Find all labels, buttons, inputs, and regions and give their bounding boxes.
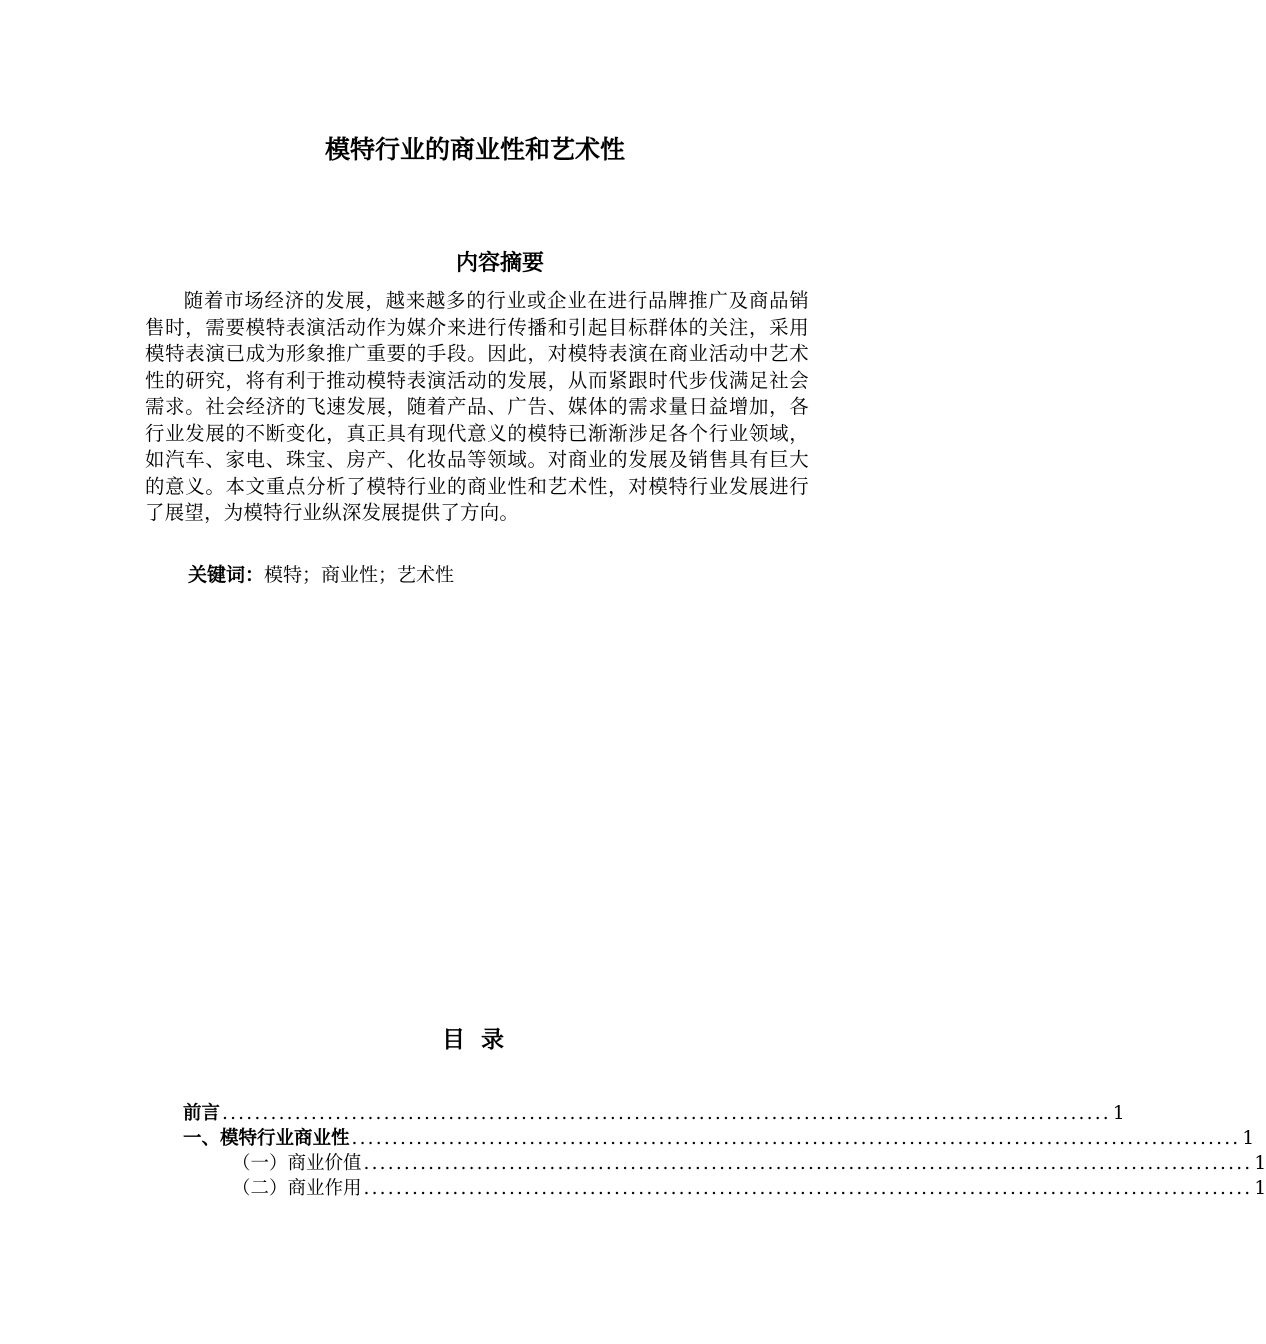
toc-entry-page: 1	[1254, 1153, 1266, 1174]
toc-entry-page: 1	[1254, 1178, 1266, 1199]
toc-entry-label: 一、模特行业商业性	[183, 1128, 350, 1149]
toc-leader-dots: ..............................................................................................................	[351, 1128, 1241, 1149]
toc-leader-dots: ..............................................................................................................	[363, 1178, 1253, 1199]
toc-leader-dots: ..............................................................................................................	[363, 1153, 1253, 1174]
document-title: 模特行业的商业性和艺术性	[324, 135, 625, 164]
keywords-label: 关键词：	[188, 564, 265, 586]
keywords-line	[188, 562, 454, 588]
toc-entry-chapter-1[interactable]	[183, 1126, 1255, 1151]
toc-heading: 目 录	[441, 1027, 508, 1053]
toc-leader-dots: ..............................................................................................................	[222, 1103, 1111, 1124]
toc-entry-label: （一）商业价值	[232, 1153, 362, 1174]
abstract-body: 随着市场经济的发展，越来越多的行业或企业在进行品牌推广及商品销售时，需要模特表演活动作为媒介来进行传播和引起目标群体的关注，采用模特表演已成为形象推广重要的手段。因此，对模特表演在商业活动中艺术性的研究，将有利于推动模特表演活动的发展，从而紧跟时代步伐满足社会需求。社会经济的飞速发展，随着产品、广告、媒体的需求量日益增加，各行业发展的不断变化，真正具有现代意义的模特已渐渐涉足各个行业领域，如汽车、家电、珠宝、房产、化妆品等领域。对商业的发展及销售具有巨大的意义。本文重点分析了模特行业的商业性和艺术性，对模特行业发展进行了展望，为模特行业纵深发展提供了方向。	[145, 289, 809, 524]
toc-entry-page: 1	[1242, 1128, 1255, 1149]
table-of-contents	[183, 1101, 1266, 1201]
abstract-heading: 内容摘要	[455, 251, 544, 276]
toc-entry-section-1-2[interactable]	[183, 1176, 1266, 1201]
toc-entry-page: 1	[1112, 1103, 1125, 1124]
toc-entry-label: 前言	[183, 1103, 221, 1124]
toc-entry-label: （二）商业作用	[232, 1178, 362, 1199]
toc-entry-preface[interactable]	[183, 1101, 1125, 1126]
toc-entry-section-1-1[interactable]	[183, 1151, 1266, 1176]
keywords-value: 模特；商业性；艺术性	[264, 564, 455, 586]
